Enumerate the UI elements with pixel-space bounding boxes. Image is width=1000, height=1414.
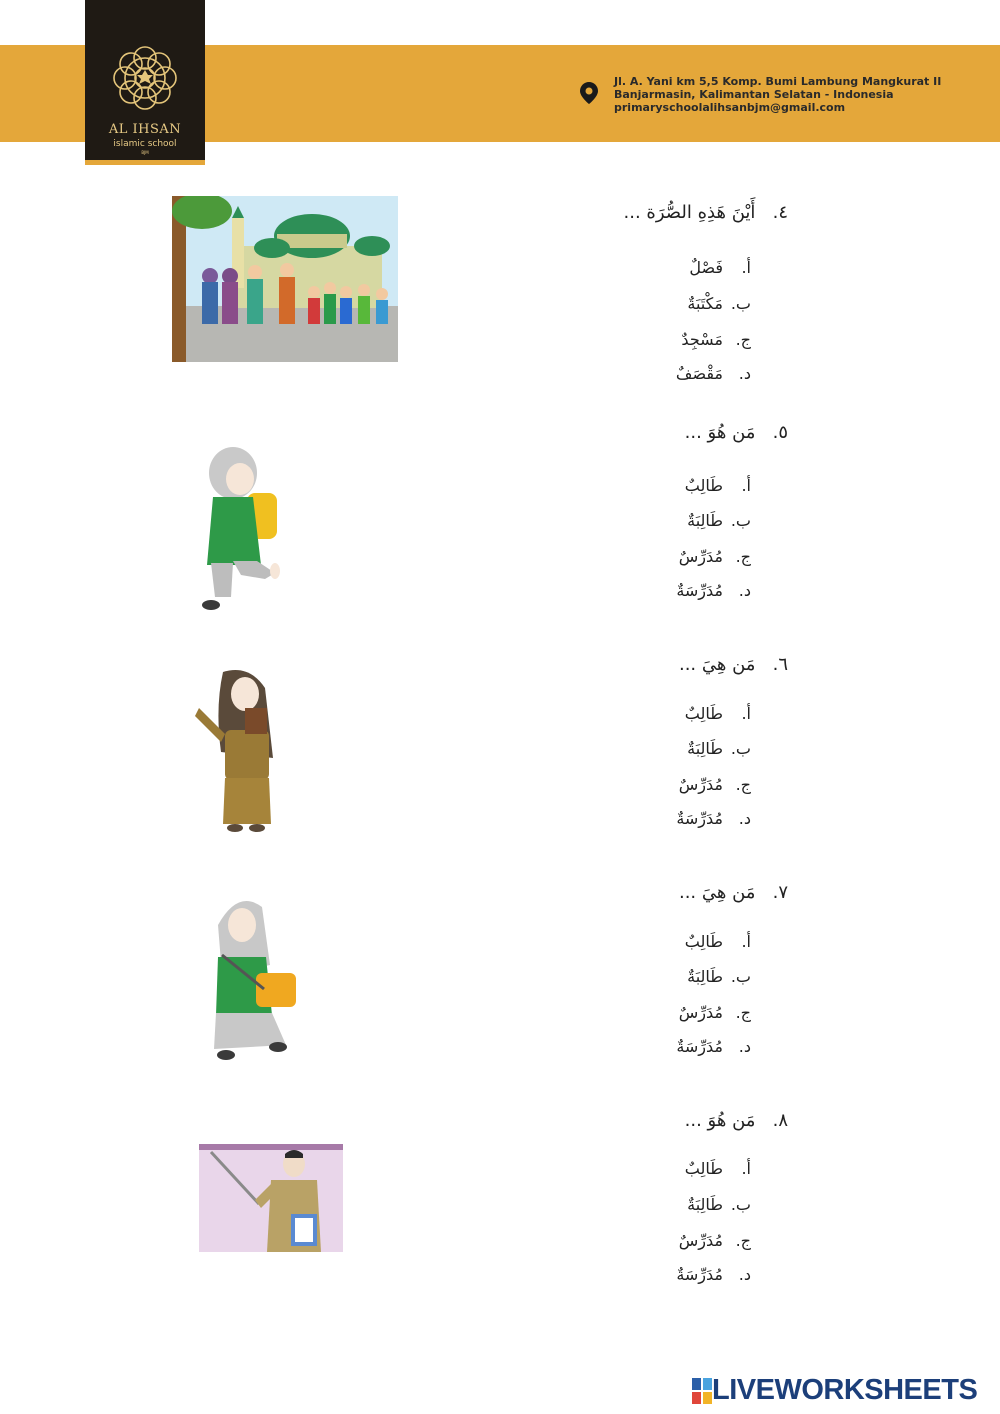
option-b[interactable]: [687, 511, 751, 530]
option-letter: أ.: [741, 258, 751, 277]
question-5: [685, 422, 788, 443]
option-d[interactable]: [676, 1037, 751, 1056]
option-c[interactable]: [679, 1231, 751, 1250]
option-text: مَسْجِدٌ: [681, 330, 723, 349]
option-letter: أ.: [741, 476, 751, 495]
liveworksheets-logo-icon: [692, 1378, 712, 1404]
location-pin-icon: [580, 82, 598, 104]
question-8: [685, 1110, 788, 1131]
school-address: [614, 75, 941, 114]
question-number: ٦.: [772, 654, 788, 675]
option-text: طَالِبَةٌ: [687, 739, 723, 758]
option-letter: أ.: [741, 932, 751, 951]
option-b[interactable]: [687, 739, 751, 758]
option-text: طَالِبَةٌ: [687, 511, 723, 530]
option-b[interactable]: [687, 1195, 751, 1214]
option-text: طَالِبَةٌ: [687, 967, 723, 986]
option-letter: أ.: [741, 1159, 751, 1178]
option-letter: د.: [738, 1265, 751, 1284]
question-number: ٥.: [772, 422, 788, 443]
option-d[interactable]: [676, 581, 751, 600]
question-6: [679, 654, 788, 675]
option-letter: د.: [738, 1037, 751, 1056]
liveworksheets-brand: [692, 1374, 977, 1407]
question-number: ٧.: [772, 882, 788, 903]
option-letter: ج.: [735, 1003, 751, 1022]
option-text: مُدَرِّسَةٌ: [676, 809, 723, 828]
school-email: primaryschoolalihsanbjm@gmail.com: [614, 101, 846, 114]
option-text: مُدَرِّسَةٌ: [676, 1265, 723, 1284]
option-letter: ج.: [735, 330, 751, 349]
option-letter: د.: [738, 581, 751, 600]
option-text: مُدَرِّسٌ: [678, 1003, 723, 1022]
logo-subtitle: islamic school: [113, 139, 177, 149]
school-logo: [85, 0, 205, 165]
option-c[interactable]: [679, 775, 751, 794]
option-a[interactable]: [685, 476, 751, 495]
girl-student-image: [208, 895, 304, 1065]
option-c[interactable]: [679, 1003, 751, 1022]
liveworksheets-wordmark: LIVEWORKSHEETS: [712, 1374, 978, 1406]
question-text: مَن هُوَ ...: [684, 1110, 756, 1131]
address-line-2: Banjarmasin, Kalimantan Selatan - Indonesia: [614, 88, 894, 101]
option-letter: د.: [738, 809, 751, 828]
mosque-scene-image: [172, 196, 398, 362]
option-text: طَالِبَةٌ: [687, 1195, 723, 1214]
logo-underline: [85, 160, 205, 165]
question-7: [679, 882, 788, 903]
question-4: [624, 202, 788, 223]
question-text: مَن هِيَ ...: [678, 654, 756, 675]
option-d[interactable]: [676, 809, 751, 828]
option-a[interactable]: [685, 704, 751, 723]
option-text: مُدَرِّسٌ: [678, 1231, 723, 1250]
option-text: مُدَرِّسٌ: [678, 775, 723, 794]
option-text: مُدَرِّسَةٌ: [676, 581, 723, 600]
option-text: طَالِبٌ: [684, 1159, 723, 1178]
question-text: أَيْنَ هَذِهِ الصُّرَة ...: [623, 202, 756, 223]
female-teacher-image: [195, 668, 280, 833]
option-text: طَالِبٌ: [684, 932, 723, 951]
option-letter: ب.: [730, 511, 751, 530]
option-letter: ب.: [730, 967, 751, 986]
option-text: مُدَرِّسٌ: [678, 547, 723, 566]
logo-city: BJM: [141, 150, 149, 155]
address-line-1: Jl. A. Yani km 5,5 Komp. Bumi Lambung Mangkurat II: [614, 75, 942, 88]
option-a[interactable]: [685, 1159, 751, 1178]
option-letter: ب.: [730, 294, 751, 313]
option-c[interactable]: [679, 547, 751, 566]
option-c[interactable]: [681, 330, 751, 349]
option-text: مَقْصَفٌ: [675, 364, 723, 383]
option-letter: د.: [738, 364, 751, 383]
option-text: فَصْلٌ: [689, 258, 723, 277]
option-a[interactable]: [689, 258, 751, 277]
option-b[interactable]: [687, 294, 751, 313]
option-a[interactable]: [685, 932, 751, 951]
logo-name: AL IHSAN: [108, 122, 182, 137]
boy-student-image: [195, 445, 285, 617]
option-text: مَكْتَبَةٌ: [687, 294, 723, 313]
male-teacher-image: [199, 1144, 343, 1252]
option-d[interactable]: [676, 1265, 751, 1284]
option-d[interactable]: [676, 364, 751, 383]
question-text: مَن هُوَ ...: [684, 422, 756, 443]
option-letter: ج.: [735, 1231, 751, 1250]
option-letter: ب.: [730, 1195, 751, 1214]
question-number: ٤.: [772, 202, 788, 223]
question-text: مَن هِيَ ...: [678, 882, 756, 903]
ornament-icon: [93, 36, 197, 120]
option-b[interactable]: [687, 967, 751, 986]
option-text: طَالِبٌ: [684, 704, 723, 723]
option-letter: ج.: [735, 547, 751, 566]
option-text: مُدَرِّسَةٌ: [676, 1037, 723, 1056]
option-letter: أ.: [741, 704, 751, 723]
option-text: طَالِبٌ: [684, 476, 723, 495]
option-letter: ج.: [735, 775, 751, 794]
question-number: ٨.: [772, 1110, 788, 1131]
option-letter: ب.: [730, 739, 751, 758]
